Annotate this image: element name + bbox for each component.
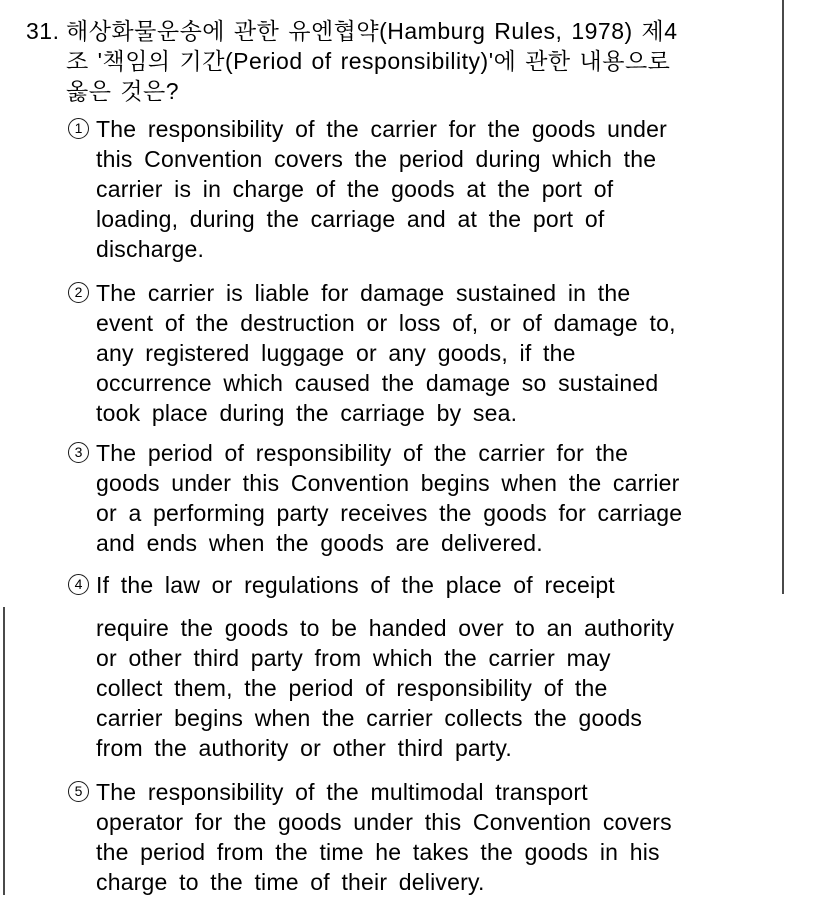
option-line: discharge.: [96, 236, 205, 262]
option-line: The responsibility of the multimodal transport: [96, 779, 588, 805]
option-5-text: [96, 777, 672, 897]
option-5-circled-number: 5: [68, 781, 89, 802]
option-line: event of the destruction or loss of, or of damage to,: [96, 310, 676, 336]
option-line: collect them, the period of responsibility of the: [96, 675, 608, 701]
option-line: loading, during the carriage and at the port of: [96, 206, 605, 232]
option-2: [68, 278, 826, 428]
question-line: 조 '책임의 기간(Period of responsibility)'에 관한 내용으로: [66, 48, 671, 74]
option-line: The period of responsibility of the carrier for the: [96, 440, 629, 466]
option-line: carrier begins when the carrier collects the goods: [96, 705, 643, 731]
option-line: goods under this Convention begins when the carrier: [96, 470, 680, 496]
option-4-continuation: [96, 613, 826, 763]
option-1: [68, 114, 826, 264]
option-line: took place during the carriage by sea.: [96, 400, 518, 426]
question-line: 옳은 것은?: [66, 78, 180, 104]
option-4: [68, 570, 826, 600]
option-line: or other third party from which the carrier may: [96, 645, 611, 671]
option-5: [68, 777, 826, 897]
option-line: require the goods to be handed over to an authority: [96, 615, 675, 641]
option-line: carrier is in charge of the goods at the port of: [96, 176, 614, 202]
option-line: or a performing party receives the goods for carriage: [96, 500, 683, 526]
option-line: operator for the goods under this Convention covers: [96, 809, 672, 835]
option-line: occurrence which caused the damage so sustained: [96, 370, 659, 396]
option-line: any registered luggage or any goods, if the: [96, 340, 576, 366]
option-4-text: [96, 570, 615, 600]
option-3-text: [96, 438, 682, 558]
question-text: [66, 16, 678, 106]
option-1-text: [96, 114, 667, 264]
option-4-circled-number: 4: [68, 574, 89, 595]
option-line: and ends when the goods are delivered.: [96, 530, 543, 556]
option-line: the period from the time he takes the goods in his: [96, 839, 660, 865]
option-2-circled-number: 2: [68, 282, 89, 303]
option-line: If the law or regulations of the place of receipt: [96, 572, 615, 598]
option-2-text: [96, 278, 676, 428]
option-line: The responsibility of the carrier for the goods under: [96, 116, 667, 142]
option-line: this Convention covers the period during which the: [96, 146, 657, 172]
option-line: from the authority or other third party.: [96, 735, 512, 761]
option-1-circled-number: 1: [68, 118, 89, 139]
option-line: charge to the time of their delivery.: [96, 869, 485, 895]
column-divider-left: [3, 607, 5, 895]
question-number: 31.: [26, 18, 60, 44]
option-3: [68, 438, 826, 558]
option-3-circled-number: 3: [68, 442, 89, 463]
option-line: The carrier is liable for damage sustained in the: [96, 280, 631, 306]
question-line: 해상화물운송에 관한 유엔협약(Hamburg Rules, 1978) 제4: [66, 18, 678, 44]
